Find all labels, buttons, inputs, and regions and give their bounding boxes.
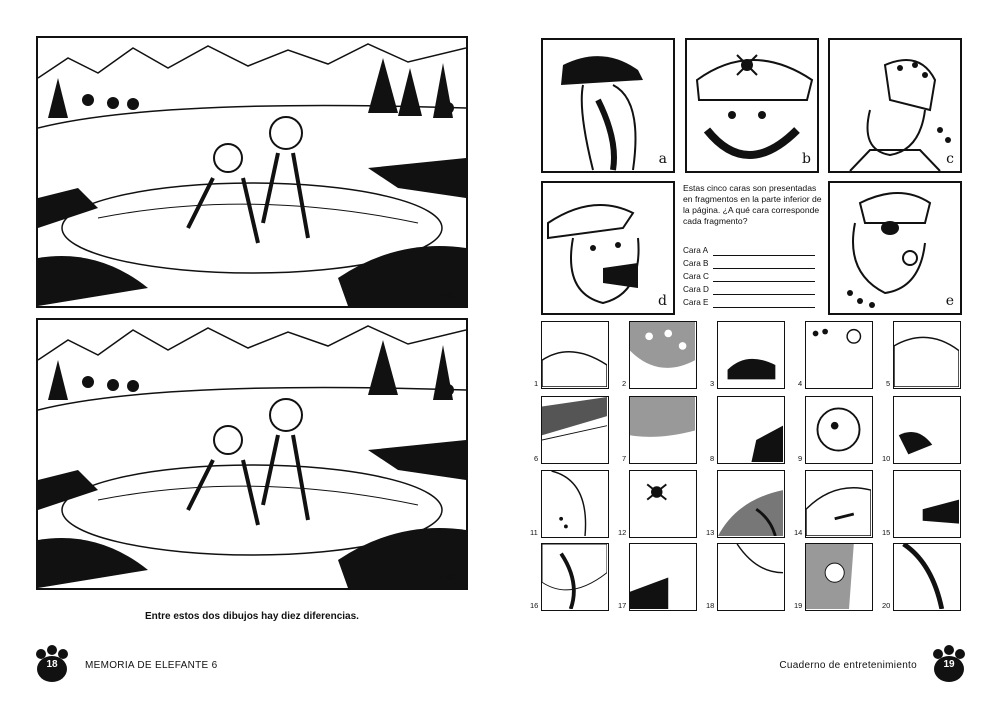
fragment-number: 17 bbox=[618, 601, 627, 610]
answer-label: Cara C bbox=[683, 272, 709, 281]
fragment-number: 3 bbox=[710, 379, 715, 388]
face-letter: b bbox=[802, 151, 811, 167]
fragment-tile bbox=[805, 396, 873, 464]
fragment-tile bbox=[541, 321, 609, 389]
fragment-tile bbox=[717, 470, 785, 538]
answer-line[interactable] bbox=[713, 294, 815, 295]
fragment-tile bbox=[717, 321, 785, 389]
fragment-number: 19 bbox=[794, 601, 803, 610]
book-title: MEMORIA DE ELEFANTE 6 bbox=[85, 660, 218, 671]
answer-line[interactable] bbox=[713, 255, 815, 256]
fragment-tile bbox=[629, 543, 697, 611]
answer-line[interactable] bbox=[713, 268, 815, 269]
fragment-number: 12 bbox=[618, 528, 627, 537]
answer-label: Cara D bbox=[683, 285, 709, 294]
book-subtitle: Cuaderno de entretenimiento bbox=[779, 660, 917, 671]
fragment-tile bbox=[893, 396, 961, 464]
fragment-number: 8 bbox=[710, 454, 715, 463]
face-letter: d bbox=[658, 293, 667, 309]
fragment-number: 20 bbox=[882, 601, 891, 610]
fragment-number: 14 bbox=[794, 528, 803, 537]
page-number-left: 18 bbox=[46, 659, 58, 670]
fragment-number: 15 bbox=[882, 528, 891, 537]
fragment-tile bbox=[717, 543, 785, 611]
fragment-tile bbox=[805, 543, 873, 611]
question-text: Estas cinco caras son presentadas en fragmentos en la parte inferior de la página. ¿A qué cara corresponde cada fragmento? bbox=[683, 183, 822, 226]
answer-line[interactable] bbox=[713, 307, 815, 308]
fragment-number: 9 bbox=[798, 454, 803, 463]
fragment-tile bbox=[541, 396, 609, 464]
face-e bbox=[828, 181, 962, 315]
fragment-tile bbox=[893, 321, 961, 389]
face-b bbox=[685, 38, 819, 173]
answer-label: Cara B bbox=[683, 259, 709, 268]
fragment-tile bbox=[629, 321, 697, 389]
face-letter: a bbox=[658, 151, 667, 167]
answer-row-a bbox=[683, 246, 815, 258]
face-a bbox=[541, 38, 675, 173]
fragment-tile bbox=[541, 470, 609, 538]
artist-signature: PIC. bbox=[438, 573, 458, 582]
answer-row-e bbox=[683, 298, 815, 310]
face-d bbox=[541, 181, 675, 315]
fragment-number: 16 bbox=[530, 601, 539, 610]
fragment-number: 6 bbox=[534, 454, 539, 463]
page-number-right: 19 bbox=[943, 659, 955, 670]
fragment-number: 13 bbox=[706, 528, 715, 537]
artist-signature: PIC. bbox=[438, 291, 458, 300]
fragment-tile bbox=[893, 543, 961, 611]
differences-caption: Entre estos dos dibujos hay diez diferencias. bbox=[145, 611, 359, 622]
skating-scene-bottom-art bbox=[38, 320, 466, 588]
answer-row-b bbox=[683, 259, 815, 271]
face-letter: c bbox=[946, 151, 954, 167]
skating-scene-top bbox=[36, 36, 468, 308]
answer-label: Cara E bbox=[683, 298, 709, 307]
fragment-number: 4 bbox=[798, 379, 803, 388]
fragment-tile bbox=[893, 470, 961, 538]
fragment-tile bbox=[805, 470, 873, 538]
fragment-tile bbox=[717, 396, 785, 464]
fragment-tile bbox=[805, 321, 873, 389]
skating-scene-bottom bbox=[36, 318, 468, 590]
answer-label: Cara A bbox=[683, 246, 709, 255]
fragment-number: 2 bbox=[622, 379, 627, 388]
fragment-number: 10 bbox=[882, 454, 891, 463]
fragment-number: 11 bbox=[530, 528, 538, 537]
fragment-tile bbox=[541, 543, 609, 611]
fragment-tile bbox=[629, 470, 697, 538]
fragment-tile bbox=[629, 396, 697, 464]
answer-row-c bbox=[683, 272, 815, 284]
fragment-number: 7 bbox=[622, 454, 627, 463]
face-c bbox=[828, 38, 962, 173]
face-letter: e bbox=[945, 293, 954, 309]
fragment-number: 18 bbox=[706, 601, 715, 610]
answer-line[interactable] bbox=[713, 281, 815, 282]
fragment-number: 1 bbox=[534, 379, 539, 388]
skating-scene-top-art bbox=[38, 38, 466, 306]
answer-row-d bbox=[683, 285, 815, 297]
fragment-number: 5 bbox=[886, 379, 891, 388]
